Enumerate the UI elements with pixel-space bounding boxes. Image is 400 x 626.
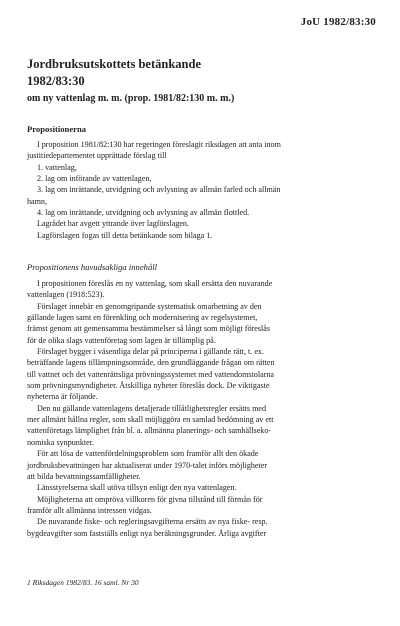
body-line: Den nu gällande vattenlagens detaljerade tillåtlighetsregler ersätts med — [37, 403, 267, 413]
body-line: beträffande lagens tillämpningsområde, den grundläggande frågan om rätten — [27, 358, 275, 368]
document-title — [27, 56, 367, 107]
footnote: 1 Riksdagen 1982/83. 16 saml. Nr 30 — [27, 578, 139, 587]
section-heading-innehall: Propositionens huvudsakliga innehåll — [27, 262, 158, 272]
section-heading-propositionerna: Propositionerna — [27, 124, 87, 134]
body-line: jordbruksbevattningen har aktualiserat under 1970-talet införs möjligheter — [27, 460, 268, 470]
body-line: Länsstyrelserna skall utöva tillsyn enligt den nya vattenlagen. — [37, 483, 237, 493]
body-line: som prövningsmyndigheter. Åtskilliga nyheter föreslås dock. De viktigaste — [27, 381, 270, 391]
title-line-1: Jordbruksutskottets betänkande — [27, 57, 201, 71]
body-line: 1. vattenlag, — [37, 162, 77, 172]
body-line: De nuvarande fiske- och regleringsavgifterna ersätts av nya fiske- resp. — [37, 517, 268, 527]
body-line: För att lösa de vattenfördelningsproblem som framför allt den ökade — [37, 449, 259, 459]
body-line: att bilda bevattningssamfälligheter. — [27, 471, 141, 481]
body-line: framför allt allmänna intressen vidgas. — [27, 505, 152, 515]
body-line: vattenföretags lämplighet från bl. a. allmänna planerings- och samhällseko- — [27, 426, 272, 436]
body-line: mer allmänt hållna regler, som skall möjliggöra en samlad bedömning av ett — [27, 415, 274, 425]
body-line: I proposition 1981/82:130 har regeringen föreslagit riksdagen att anta inom — [37, 140, 281, 149]
body-line: främst genom att gemensamma bestämmelser så långt som möjligt föreslås — [27, 324, 270, 334]
body-line: I propositionen föreslås en ny vattenlag, som skall ersätta den nuvarande — [37, 279, 273, 288]
section-body-propositionerna — [27, 139, 372, 241]
body-line: till vattnet och det vattenrättsliga prövningssystemet med vattendomstolarna — [27, 369, 275, 379]
body-line: bygdeavgifter som fastställs enligt nya beräkningsgrunder. Årliga avgifter — [27, 528, 267, 538]
body-line: 4. lag om inrättande, utvidgning och avlysning av allmän flottled. — [37, 208, 250, 218]
body-line: Lagrådet har avgett yttrande över lagförslagen. — [37, 219, 189, 229]
body-line: nomiska synpunkter. — [27, 437, 94, 447]
title-line-3: om ny vattenlag m. m. (prop. 1981/82:130 m. m.) — [27, 93, 235, 104]
body-line: Lagförslagen fogas till detta betänkande som bilaga 1. — [37, 230, 213, 240]
body-line: 3. lag om inrättande, utvidgning och avlysning av allmän farled och allmän — [37, 185, 281, 195]
body-line: Förslaget bygger i väsentliga delar på principerna i gällande rätt, t. ex. — [37, 347, 264, 357]
title-line-2: 1982/83:30 — [27, 74, 85, 88]
body-line: Förslaget innebär en genomgripande systematisk omarbetning av den — [37, 301, 262, 311]
body-line: för de olika slags vattenföretag som lagen är tillämplig på. — [27, 335, 216, 345]
body-line: vattenlagen (1918:523). — [27, 290, 105, 300]
body-line: justitiedepartementet upprättade förslag till — [27, 151, 167, 161]
running-head: JoU 1982/83:30 — [300, 16, 376, 28]
body-line: hamn, — [27, 196, 48, 206]
body-line: nyheterna är följande. — [27, 392, 98, 402]
body-line: 2. lag om införande av vattenlagen, — [37, 174, 152, 184]
body-line: gällande lagen samt en förenkling och modernisering av regelsystemet, — [27, 313, 258, 323]
section-body-innehall — [27, 278, 372, 539]
body-line: Möjligheterna att ompröva villkoren för givna tillstånd till förmån för — [37, 494, 263, 504]
